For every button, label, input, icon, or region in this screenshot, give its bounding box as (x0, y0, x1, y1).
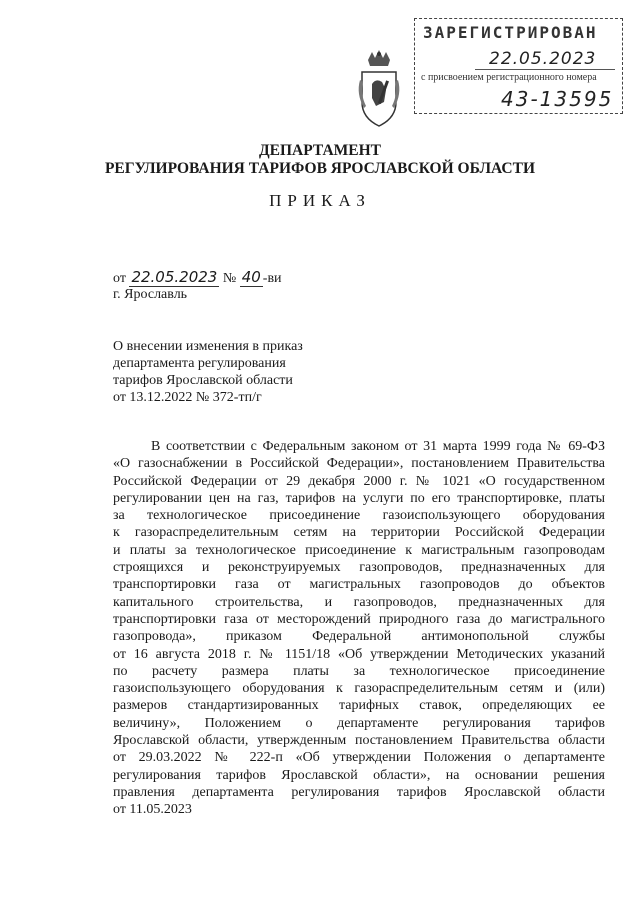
order-date: 22.05.2023 (131, 268, 218, 286)
body-line: регулировании цен на газ, тарифов на услуги по его транспортировке, платы (113, 490, 605, 506)
body-line: транспортировки газа от месторождений природного газа до магистрального (113, 611, 605, 627)
stamp-underline (475, 69, 615, 70)
body-line: к газораспределительным сетям на территории Российской Федерации (113, 525, 605, 541)
order-city: г. Ярославль (113, 287, 188, 302)
stamp-title: ЗАРЕГИСТРИРОВАН (423, 23, 598, 42)
body-line: Ярославской области, утвержденным постановлением Правительства области (113, 733, 605, 749)
body-line: от 16 августа 2018 г. № 1151/18 «Об утверждении Методических указаний (113, 646, 605, 662)
subject-line: департамента регулирования (113, 356, 286, 371)
body-line: и платы за технологическое присоединение к магистральным газопроводам (113, 542, 605, 558)
body-line: газоиспользующего оборудования к газораспределительным сетям и (или) (113, 681, 605, 697)
order-date-line (113, 268, 282, 287)
order-from-label: от (113, 271, 126, 286)
body-line: регулирования тарифов Ярославской области», на основании решения (113, 767, 605, 783)
order-number-suffix: -ви (262, 271, 282, 286)
body-line: от 11.05.2023 (113, 802, 192, 818)
body-line: за технологическое присоединение газоиспользующего оборудования (113, 508, 605, 524)
subject-line: тарифов Ярославской области (113, 373, 293, 388)
body-line: от 29.03.2022 № 222-п «Об утверждении Положения о департаменте (113, 750, 605, 766)
body-line: по расчету размера платы за технологическое присоединение (113, 663, 605, 679)
order-number: 40 (241, 268, 261, 286)
subject-line: О внесении изменения в приказ (113, 339, 303, 354)
stamp-number: 43-13595 (501, 87, 614, 111)
body-line: газопровода», приказом Федеральной антимонопольной службы (113, 629, 605, 645)
document-type: ПРИКАЗ (269, 191, 371, 210)
body-line: В соответствии с Федеральным законом от 31 марта 1999 года № 69-ФЗ (151, 439, 605, 454)
body-line: правления департамента регулирования тарифов Ярославской области (113, 784, 605, 800)
body-line: транспортировки газа от магистральных газопроводов до объектов (113, 577, 605, 593)
stamp-note: с присвоением регистрационного номера (421, 72, 597, 83)
body-line: размеров стандартизированных тарифных ставок, определяющих ее (113, 698, 605, 714)
body-line: капитального строительства, и газопроводов, предназначенных для (113, 594, 605, 610)
department-title: ДЕПАРТАМЕНТ (258, 142, 382, 159)
registration-stamp (414, 18, 623, 114)
body-line: величину», Положением о департаменте регулирования тарифов (113, 715, 605, 731)
body-line: «О газоснабжении в Российской Федерации», постановлением Правительства (113, 456, 605, 472)
department-subtitle: РЕГУЛИРОВАНИЯ ТАРИФОВ ЯРОСЛАВСКОЙ ОБЛАСТИ (104, 160, 536, 177)
body-line: Российской Федерации от 29 декабря 2000 г. № 1021 «О государственном (113, 473, 605, 489)
subject-line: от 13.12.2022 № 372-тп/г (113, 390, 262, 405)
order-subject (113, 338, 303, 406)
order-number-sign: № (222, 271, 237, 286)
order-body (113, 438, 605, 819)
stamp-date: 22.05.2023 (489, 49, 597, 69)
body-line: строящихся и реконструируемых газопроводов, предназначенных для (113, 560, 605, 576)
coat-of-arms-icon (356, 50, 402, 128)
